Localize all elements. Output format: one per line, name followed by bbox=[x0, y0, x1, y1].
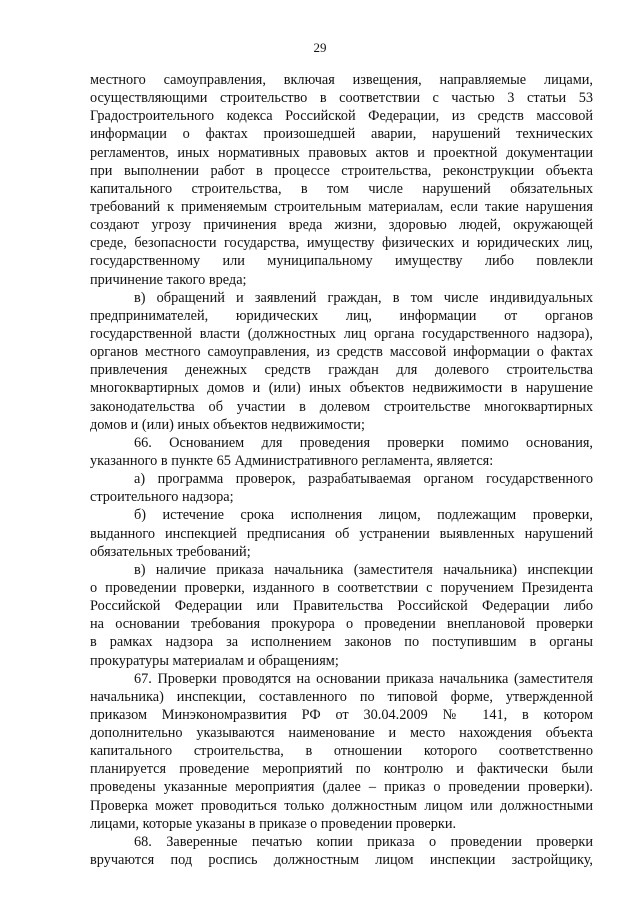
text-line: указанного в пункте 65 Административного регламента, является: bbox=[90, 452, 494, 469]
text-line: вручаются под роспись должностным лицом инспекции застройщику, bbox=[90, 852, 593, 869]
text-line: привлечения денежных средств граждан для долевого строительства bbox=[90, 362, 593, 379]
text-line: предпринимателей, юридических лиц, информации от органов bbox=[90, 307, 593, 324]
text-line: 68. Заверенные печатью копии приказа о проведении проверки bbox=[134, 833, 593, 850]
text-line: проведены указанные мероприятия (далее – приказ о проведении проверки). bbox=[90, 779, 593, 796]
text-line: Градостроительного кодекса Российской Федерации, из средств массовой bbox=[90, 108, 593, 125]
text-line: начальника) инспекции, составленного по типовой форме, утвержденной bbox=[90, 688, 593, 705]
text-line: капитального строительства, в отношении которого соответственно bbox=[90, 743, 593, 760]
text-line: на основании требования прокурора о проведении внеплановой проверки bbox=[90, 616, 593, 633]
text-line: осуществляющими строительство в соответствии с частью 3 статьи 53 bbox=[90, 90, 593, 107]
text-line: в) обращений и заявлений граждан, в том числе индивидуальных bbox=[134, 289, 593, 306]
text-line: причинение такого вреда; bbox=[90, 271, 247, 288]
text-line: государственной власти (должностных лиц органа государственного надзора), bbox=[90, 325, 593, 342]
text-line: лицами, которые указаны в приказе о проведении проверки. bbox=[90, 815, 457, 832]
text-line: строительного надзора; bbox=[90, 489, 234, 506]
text-line: приказом Минэкономразвития РФ от 30.04.2009 № 141, в котором bbox=[90, 706, 593, 723]
text-line: капитального строительства, в том числе нарушений обязательных bbox=[90, 180, 593, 197]
text-line: домов и (или) иных объектов недвижимости; bbox=[90, 416, 365, 433]
text-line: местного самоуправления, включая извещения, направляемые лицами, bbox=[90, 72, 593, 88]
text-line: при выполнении работ в процессе строительства, реконструкции объекта bbox=[90, 162, 593, 179]
text-line: выданного инспекцией предписания об устранении выявленных нарушений bbox=[90, 525, 593, 542]
text-line: б) истечение срока исполнения лицом, подлежащим проверки, bbox=[134, 507, 593, 524]
page-number: 29 bbox=[313, 40, 327, 55]
text-line: законодательства об участии в долевом строительстве многоквартирных bbox=[90, 398, 593, 415]
text-line: создают угрозу причинения вреда жизни, здоровью людей, окружающей bbox=[90, 217, 593, 234]
text-line: о проведении проверки, изданного в соответствии с поручением Президента bbox=[90, 579, 593, 596]
text-line: информации о фактах произошедшей аварии, нарушений технических bbox=[90, 126, 593, 143]
text-line: органов местного самоуправления, из средств массовой информации о фактах bbox=[90, 344, 593, 361]
text-line: планируется проведение мероприятий по контролю и фактически были bbox=[90, 761, 593, 778]
text-line: прокуратуры материалам и обращениям; bbox=[90, 652, 339, 669]
document-body bbox=[90, 71, 593, 869]
text-line: требований к применяемым строительным материалам, если такие нарушения bbox=[90, 198, 593, 215]
text-line: Российской Федерации или Правительства Российской Федерации либо bbox=[90, 598, 593, 615]
text-line: государственному или муниципальному имуществу либо повлекли bbox=[90, 253, 593, 270]
text-line: дополнительно указываются наименование и место нахождения объекта bbox=[90, 725, 593, 742]
text-line: 66. Основанием для проведения проверки помимо основания, bbox=[134, 434, 593, 451]
text-line: среде, безопасности государства, имуществу физических и юридических лиц, bbox=[90, 235, 593, 252]
text-line: Проверка может проводиться только должностным лицом или должностными bbox=[90, 797, 593, 814]
text-line: а) программа проверок, разрабатываемая органом государственного bbox=[134, 471, 593, 488]
text-line: обязательных требований; bbox=[90, 543, 251, 560]
text-line: в) наличие приказа начальника (заместителя начальника) инспекции bbox=[134, 561, 593, 578]
text-line: регламентов, иных нормативных правовых актов и проектной документации bbox=[90, 144, 593, 161]
text-line: 67. Проверки проводятся на основании приказа начальника (заместителя bbox=[134, 670, 593, 687]
text-line: в рамках надзора за исполнением законов по поступившим в органы bbox=[90, 634, 593, 651]
text-line: многоквартирных домов и (или) иных объектов недвижимости в нарушение bbox=[90, 380, 593, 397]
